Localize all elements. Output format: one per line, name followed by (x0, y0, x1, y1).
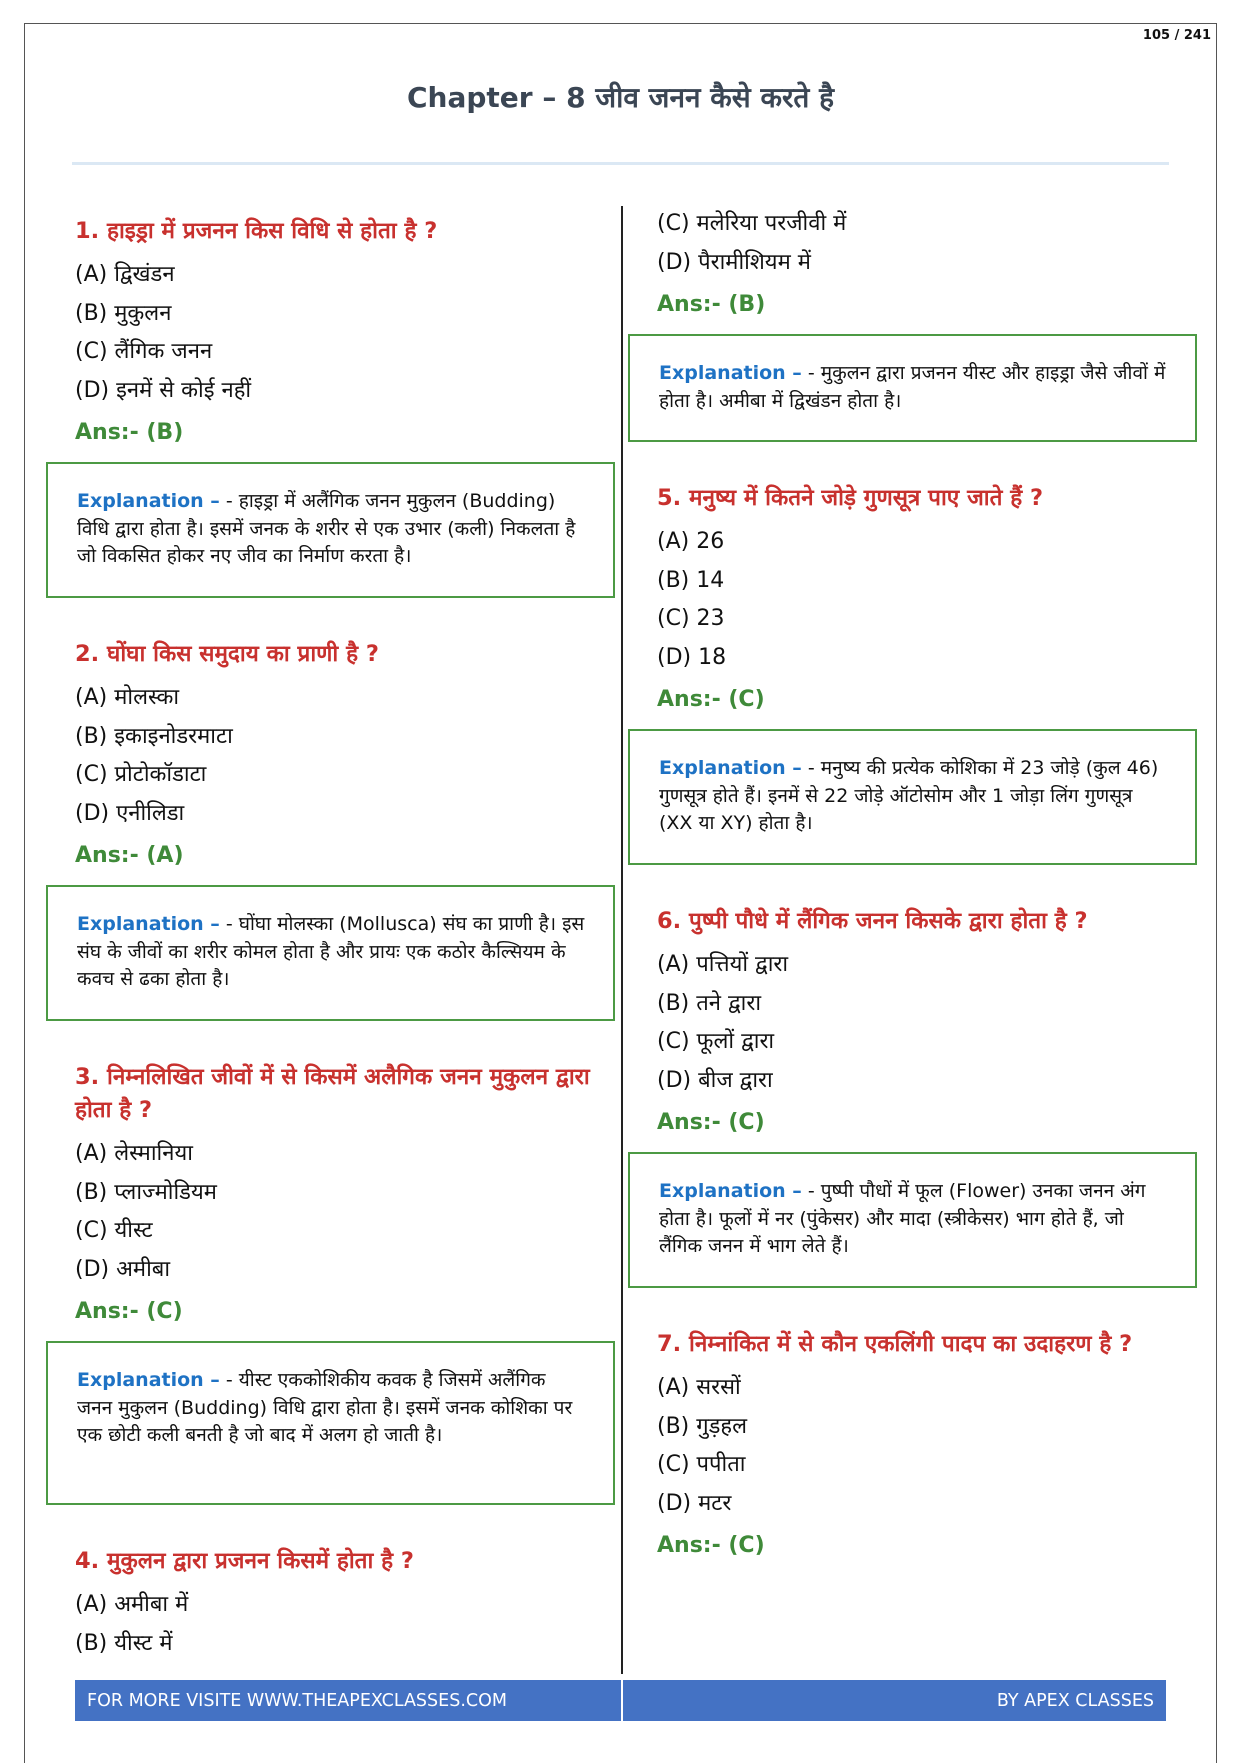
explanation-box-2 (46, 885, 615, 1021)
option: (A) द्विखंडन (75, 262, 175, 287)
explanation-text: - मनुष्य की प्रत्येक कोशिका में 23 जोड़े (कुल 46) गुणसूत्र होते हैं। इनमें से 22 जोड़े ऑटोसोम और 1 जोड़ा लिंग गुणसूत्र (XX या XY) होता है। (659, 757, 1159, 834)
option: (C) प्रोटोकॉडाटा (75, 762, 207, 787)
explanation-label: Explanation – (659, 1180, 802, 1202)
footer-bar (75, 1680, 1166, 1721)
option: (D) पैरामीशियम में (657, 249, 811, 275)
answer-1: Ans:- (B) (75, 420, 184, 445)
question-3: 3. निम्नलिखित जीवों में से किसमें अलैगिक जनन मुकुलन द्वारा होता है ? (75, 1064, 590, 1123)
answer-2: Ans:- (A) (75, 843, 184, 868)
question-2: 2. घोंघा किस समुदाय का प्राणी है ? (75, 641, 379, 667)
answer-3: Ans:- (C) (75, 1299, 183, 1324)
option: (B) प्लाज्मोडियम (75, 1179, 217, 1205)
footer-separator (621, 1680, 623, 1721)
title-divider (72, 162, 1169, 165)
option: (D) अमीबा (75, 1256, 171, 1282)
option: (D) 18 (657, 644, 727, 670)
option: (D) इनमें से कोई नहीं (75, 377, 252, 403)
option: (C) लैंगिक जनन (75, 339, 213, 364)
explanation-text: - हाइड्रा में अलैंगिक जनन मुकुलन (Budding) विधि द्वारा होता है। इसमें जनक के शरीर से एक उभार (कली) निकलता है जो विकसित होकर नए जीव का निर्माण करता है। (77, 490, 576, 567)
page-number: 105 / 241 (1142, 28, 1211, 43)
option: (A) सरसों (657, 1375, 741, 1400)
option: (B) मुकुलन (75, 300, 172, 326)
column-divider (621, 206, 623, 1674)
option: (C) 23 (657, 606, 725, 631)
question-5: 5. मनुष्य में कितने जोड़े गुणसूत्र पाए जाते हैं ? (657, 485, 1044, 511)
explanation-label: Explanation – (77, 490, 220, 512)
option: (D) एनीलिडा (75, 800, 185, 826)
option: (A) लेस्मानिया (75, 1141, 193, 1166)
option: (C) मलेरिया परजीवी में (657, 211, 847, 236)
left-column (75, 205, 615, 1663)
option: (B) इकाइनोडरमाटा (75, 723, 233, 749)
explanation-label: Explanation – (659, 757, 802, 779)
right-column (657, 205, 1197, 1561)
option: (D) बीज द्वारा (657, 1067, 773, 1093)
explanation-label: Explanation – (659, 362, 802, 384)
explanation-box-3 (46, 1341, 615, 1505)
option: (C) यीस्ट (75, 1218, 153, 1243)
explanation-text: - मुकुलन द्वारा प्रजनन यीस्ट और हाइड्रा जैसे जीवों में होता है। अमीबा में द्विखंडन होता है। (659, 362, 1166, 412)
option: (A) 26 (657, 529, 725, 554)
option: (A) मोलस्का (75, 685, 180, 710)
question-7: 7. निम्नांकित में से कौन एकलिंगी पादप का उदाहरण है ? (657, 1331, 1133, 1357)
explanation-box-1 (46, 462, 615, 598)
option: (C) पपीता (657, 1452, 746, 1477)
answer-7: Ans:- (C) (657, 1533, 765, 1558)
footer-website-link[interactable]: FOR MORE VISITE WWW.THEAPEXCLASSES.COM (87, 1691, 507, 1711)
answer-5: Ans:- (C) (657, 687, 765, 712)
question-4: 4. मुकुलन द्वारा प्रजनन किसमें होता है ? (75, 1548, 414, 1574)
option: (B) गुड़हल (657, 1413, 748, 1439)
option: (D) मटर (657, 1490, 732, 1516)
explanation-text: - पुष्पी पौधों में फूल (Flower) उनका जनन अंग होता है। फूलों में नर (पुंकेसर) और मादा (स्त्रीकेसर) भाग होते हैं, जो लैंगिक जनन में भाग लेते हैं। (659, 1180, 1146, 1257)
explanation-box-6 (628, 1152, 1197, 1288)
question-1: 1. हाइड्रा में प्रजनन किस विधि से होता है ? (75, 218, 438, 244)
explanation-label: Explanation – (77, 913, 220, 935)
explanation-label: Explanation – (77, 1369, 220, 1391)
option: (B) यीस्ट में (75, 1630, 173, 1656)
question-6: 6. पुष्पी पौधे में लैंगिक जनन किसके द्वारा होता है ? (657, 908, 1088, 934)
answer-6: Ans:- (C) (657, 1110, 765, 1135)
option: (B) 14 (657, 567, 725, 593)
explanation-text: - घोंघा मोलस्का (Mollusca) संघ का प्राणी है। इस संघ के जीवों का शरीर कोमल होता है और प्रायः एक कठोर कैल्सियम के कवच से ढका होता है। (77, 913, 585, 990)
footer-credit: BY APEX CLASSES (996, 1691, 1154, 1711)
answer-4: Ans:- (B) (657, 292, 766, 317)
explanation-box-4 (628, 334, 1197, 442)
option: (C) फूलों द्वारा (657, 1029, 775, 1054)
option: (B) तने द्वारा (657, 990, 762, 1016)
option: (A) अमीबा में (75, 1592, 189, 1617)
explanation-text: - यीस्ट एककोशिकीय कवक है जिसमें अलैंगिक जनन मुकुलन (Budding) विधि द्वारा होता है। इसमें जनक कोशिका पर एक छोटी कली बनती है जो बाद में अलग हो जाती है। (77, 1369, 573, 1446)
option: (A) पत्तियों द्वारा (657, 952, 789, 977)
page-title: Chapter – 8 जीव जनन कैसे करते है (407, 81, 834, 114)
explanation-box-5 (628, 729, 1197, 865)
